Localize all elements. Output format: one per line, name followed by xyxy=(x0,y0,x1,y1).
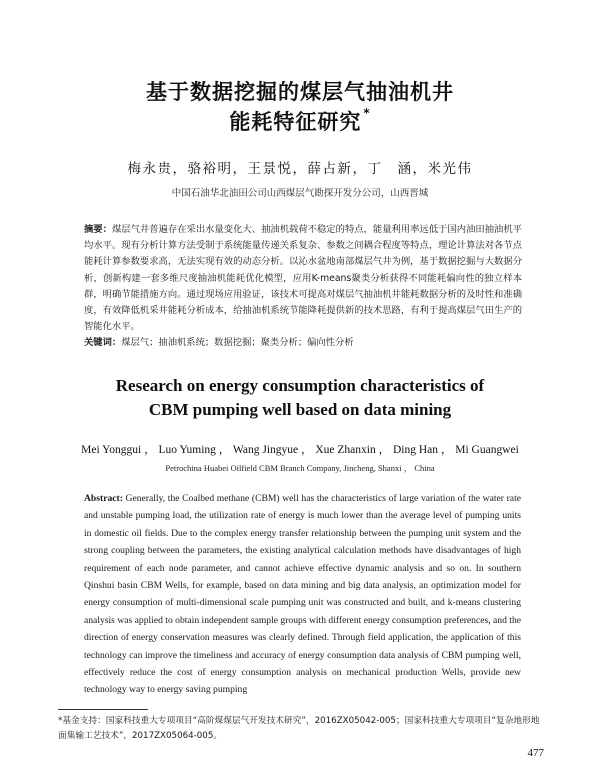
chinese-keywords-label: 关键词： xyxy=(84,337,122,349)
chinese-abstract-text: 煤层气井普遍存在采出水量变化大、抽油机载荷不稳定的特点，能量利用率远低于国内油田抽油机平均水平。现有分析计算方法受制于系统能量传递关系复杂、参数之间耦合程度等特点，理论计算法对各节点能耗计算参数要求高，无法实现有效的动态分析。以沁水盆地南部煤层气井为例，基于数据挖掘与大数据分析，创新构建一套多维尺度抽油机能耗优化模型，应用K-means聚类分析获得不同能耗偏向性的独立样本群，明确节能措施方向。通过现场应用验证，该技术可提高对煤层气抽油机井能耗数据分析的及时性和准确度，有效降低机采井能耗分析成本，给抽油机系统节能降耗提供新的技术思路，有利于提高煤层气田生产的智能化水平。 xyxy=(84,224,522,333)
english-abstract-label: Abstract: xyxy=(84,493,123,504)
english-authors: Mei Yonggui ， Luo Yuming ， Wang Jingyue ， Xue Zhanxin ， Ding Han ， Mi Guangwei xyxy=(81,444,519,456)
english-title-line-1: Research on energy consumption characteristics of xyxy=(115,376,485,395)
footnote-divider xyxy=(58,709,148,710)
chinese-title-line-1: 基于数据挖掘的煤层气抽油机井 xyxy=(146,80,454,104)
english-title-line-2: CBM pumping well based on data mining xyxy=(148,400,452,419)
page-number: 477 xyxy=(527,747,544,759)
title-footnote-mark: * xyxy=(363,106,371,120)
chinese-affiliation: 中国石油华北油田公司山西煤层气勘探开发分公司，山西晋城 xyxy=(171,188,429,199)
chinese-abstract xyxy=(84,222,522,352)
chinese-abstract-label: 摘要： xyxy=(84,224,112,235)
funding-footnote: *基金支持：国家科技重大专项项目“高阶煤煤层气开发技术研究”，2016ZX05042-005；国家科技重大专项项目“复杂地形地面集输工艺技术”，2017ZX05064-005。 xyxy=(58,716,540,741)
chinese-title-line-2 xyxy=(0,106,600,136)
english-abstract xyxy=(84,490,521,699)
chinese-keywords-text: 煤层气；抽油机系统；数据挖掘；聚类分析；偏向性分析 xyxy=(121,337,354,349)
chinese-title-line-2-text: 能耗特征研究 xyxy=(229,110,362,134)
chinese-authors: 梅永贵，骆裕明，王景悦，薛占新，丁 涵，米光伟 xyxy=(127,161,473,177)
english-affiliation: Petrochina Huabei Oilfield CBM Branch Company, Jincheng, Shanxi ， China xyxy=(165,463,435,473)
english-abstract-text: Generally, the Coalbed methane (CBM) well has the characteristics of large variation of the water rate and unstable pumping load, the utilization rate of energy is much lower than the average level of pumping units in domestic oil fields. Due to the complex energy transfer relationship between the pumping unit system and the strong coupling between the parameters, the existing analytical calculation methods have disadvantages of high requirement of each node parameter, and cannot achieve effective dynamic analysis and so on. In southern Qinshui basin CBM Wells, for example, based on data mining and big data analysis, an optimization model for energy consumption of multi-dimensional scale pumping unit was constructed and built, and k-means clustering analysis was applied to obtain independent sample groups with different energy consumption preferences, and the direction of energy conservation measures was clearly defined. Through field application, the application of this technology can improve the timeliness and accuracy of energy consumption data analysis of CBM pumping well, effectively reduce the cost of energy consumption analysis on mechanical production Wells, provide new technology way to energy saving pumping xyxy=(84,493,521,696)
